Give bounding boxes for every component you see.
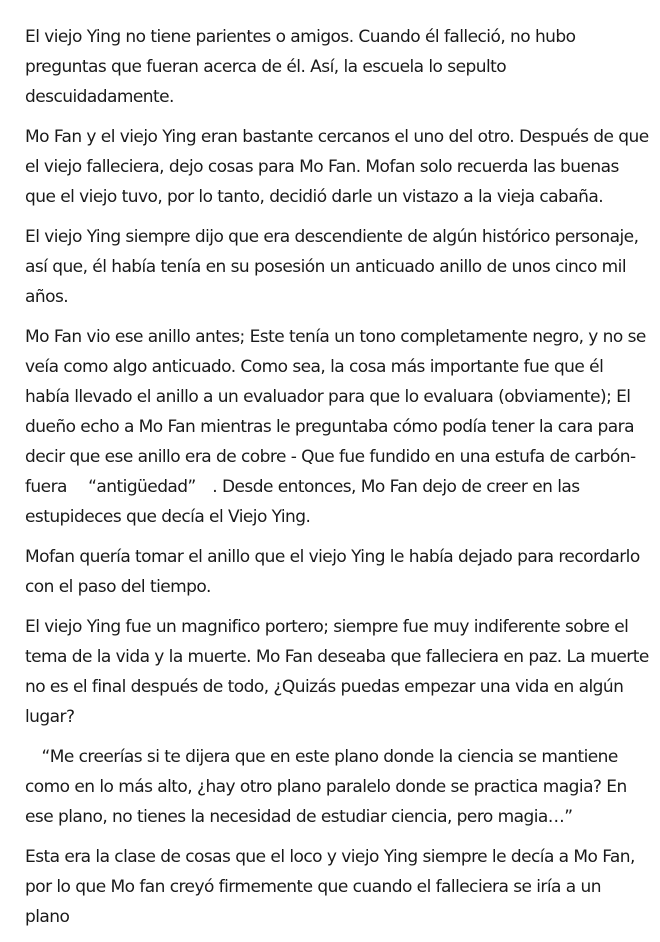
paragraph: “Me creerías si te dijera que en este plano donde la ciencia se mantiene como en lo más alto, ¿hay otro plano paralelo donde se practica magia? En ese plano, no tienes la necesidad de estudiar ciencia, pero magia…” [25, 747, 627, 827]
paragraph: El viejo Ying no tiene parientes o amigos. Cuando él falleció, no hubo preguntas que fueran acerca de él. Así, la escuela lo sepulto descuidadamente. [25, 27, 576, 107]
paragraph: El viejo Ying fue un magnifico portero; siempre fue muy indiferente sobre el tema de la vida y la muerte. Mo Fan deseaba que falleciera en paz. La muerte no es el final después de todo, ¿Quizás puedas empezar una vida en algún lugar? [25, 617, 649, 727]
paragraph: Esta era la clase de cosas que el loco y viejo Ying siempre le decía a Mo Fan, por lo que Mo fan creyó firmemente que cuando el falleciera se iría a un plano [25, 847, 635, 927]
paragraph: Mo Fan vio ese anillo antes; Este tenía un tono completamente negro, y no se veía como algo anticuado. Como sea, la cosa más importante fue que él había llevado el anillo a un evaluador para que lo evaluara (obviamente); El dueño echo a Mo Fan mientras le preguntaba cómo podía tener la cara para decir que ese anillo era de cobre - Que fue fundido en una estufa de carbón- fuera “antigüedad” . Desde entonces, Mo Fan dejo de creer en las estupideces que decía el Viejo Ying. [25, 327, 646, 527]
paragraph: Mo Fan y el viejo Ying eran bastante cercanos el uno del otro. Después de que el viejo falleciera, dejo cosas para Mo Fan. Mofan solo recuerda las buenas que el viejo tuvo, por lo tanto, decidió darle un vistazo a la vieja cabaña. [25, 127, 649, 207]
paragraph: Mofan quería tomar el anillo que el viejo Ying le había dejado para recordarlo con el paso del tiempo. [25, 547, 640, 597]
document-body [25, 22, 650, 942]
paragraph: El viejo Ying siempre dijo que era descendiente de algún histórico personaje, así que, él había tenía en su posesión un anticuado anillo de unos cinco mil años. [25, 227, 639, 307]
